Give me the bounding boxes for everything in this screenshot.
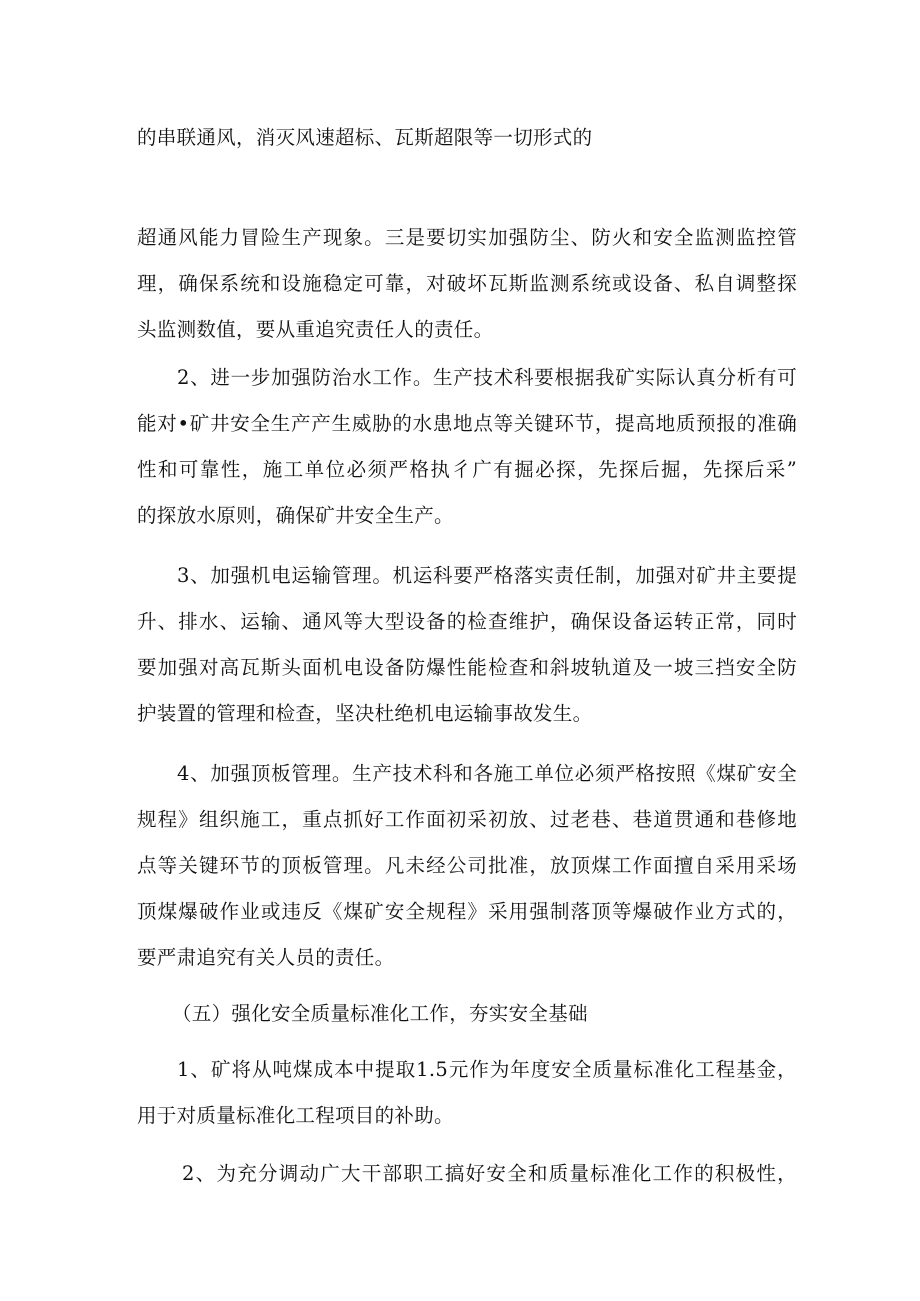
text-line: 理，确保系统和设施稳定可靠，对破坏瓦斯监测系统或设备、私自调整探 xyxy=(137,272,797,295)
text-line: 要加强对高瓦斯头面机电设备防爆性能检查和斜坡轨道及一坡三挡安全防 xyxy=(137,656,797,679)
text-line: 护装置的管理和检查，坚决杜绝机电运输事故发生。 xyxy=(137,702,593,725)
text-line: 的串联通风，消灭风速超标、瓦斯超限等一切形式的 xyxy=(137,126,593,149)
text-line: 超通风能力冒险生产现象。三是要切实加强防尘、防火和安全监测监控管 xyxy=(137,226,797,249)
paragraph-heading-line: 2、进一步加强防治水工作。生产技术科要根据我矿实际认真分析有可 xyxy=(177,366,797,389)
text-line: 性和可靠性，施工单位必须严格执彳广有掘必探，先探后掘，先探后采” xyxy=(137,458,797,481)
text-line: 顶煤爆破作业或违反《煤矿安全规程》采用强制落顶等爆破作业方式的， xyxy=(137,900,797,923)
section-heading: （五）强化安全质量标准化工作，夯实安全基础 xyxy=(172,1002,588,1025)
paragraph-heading-line: 2、为充分调动广大干部职工搞好安全和质量标准化工作的积极性， xyxy=(182,1162,797,1185)
text-line: 要严肃追究有关人员的责任。 xyxy=(137,946,395,969)
text-line: 用于对质量标准化工程项目的补助。 xyxy=(137,1104,454,1127)
text-line: 的探放水原则，确保矿井安全生产。 xyxy=(137,504,454,527)
paragraph-heading-line: 1、矿将从吨煤成本中提取1.5元作为年度安全质量标准化工程基金， xyxy=(177,1058,797,1081)
text-line: 规程》组织施工，重点抓好工作面初采初放、过老巷、巷道贯通和巷修地 xyxy=(137,808,797,831)
text-line: 头监测数值，要从重追究责任人的责任。 xyxy=(137,318,494,341)
paragraph-heading-line: 3、加强机电运输管理。机运科要严格落实责任制，加强对矿井主要提 xyxy=(177,564,797,587)
paragraph-heading-line: 4、加强顶板管理。生产技术科和各施工单位必须严格按照《煤矿安全 xyxy=(177,762,797,785)
text-line: 点等关键环节的顶板管理。凡未经公司批准，放顶煤工作面擅自采用采场 xyxy=(137,854,797,877)
text-line: 升、排水、运输、通风等大型设备的检查维护，确保设备运转正常，同时 xyxy=(137,610,797,633)
text-line: 能对•矿井安全生产产生威胁的水患地点等关键环节，提高地质预报的准确 xyxy=(137,412,797,435)
